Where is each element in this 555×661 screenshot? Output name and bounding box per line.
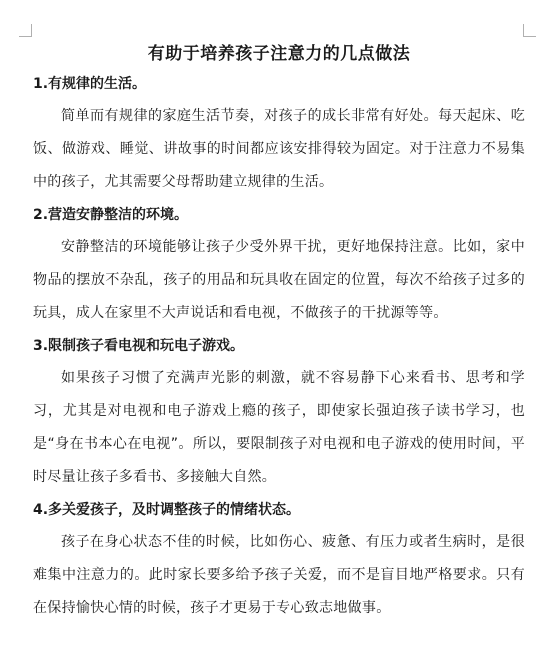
document-title: 有助于培养孩子注意力的几点做法 — [147, 44, 411, 64]
section-paragraph-1: 简单而有规律的家庭生活节奏，对孩子的成长非常有好处。每天起床、吃饭、做游戏、睡觉、讲故事的时间都应该安排得较为固定。对于注意力不易集中的孩子，尤其需要父母帮助建立规律的生活。 — [33, 108, 525, 190]
section-paragraph-2: 安静整洁的环境能够让孩子少受外界干扰，更好地保持注意。比如，家中物品的摆放不杂乱，孩子的用品和玩具收在固定的位置，每次不给孩子过多的玩具，成人在家里不大声说话和看电视，不做孩子的干扰源等等。 — [33, 239, 525, 321]
section-paragraph-3: 如果孩子习惯了充满声光影的刺激，就不容易静下心来看书、思考和学习，尤其是对电视和电子游戏上瘾的孩子，即使家长强迫孩子读书学习，也是“身在书本心在电视”。所以，要限制孩子对电视和电子游戏的使用时间，平时尽量让孩子多看书、多接触大自然。 — [33, 370, 525, 485]
section-paragraph-4: 孩子在身心状态不佳的时候，比如伤心、疲惫、有压力或者生病时，是很难集中注意力的。此时家长要多给予孩子关爱，而不是盲目地严格要求。只有在保持愉快心情的时候，孩子才更易于专心致志地做事。 — [33, 534, 525, 616]
section-heading-2: 2.营造安静整洁的环境。 — [33, 207, 189, 223]
document-body[interactable] — [33, 40, 525, 625]
page-corner-mark-top-left — [19, 24, 32, 37]
section-heading-1: 1.有规律的生活。 — [33, 76, 147, 92]
section-heading-3: 3.限制孩子看电视和玩电子游戏。 — [33, 338, 245, 354]
section-heading-4: 4.多关爱孩子，及时调整孩子的情绪状态。 — [33, 502, 301, 518]
page-corner-mark-top-right — [523, 24, 536, 37]
